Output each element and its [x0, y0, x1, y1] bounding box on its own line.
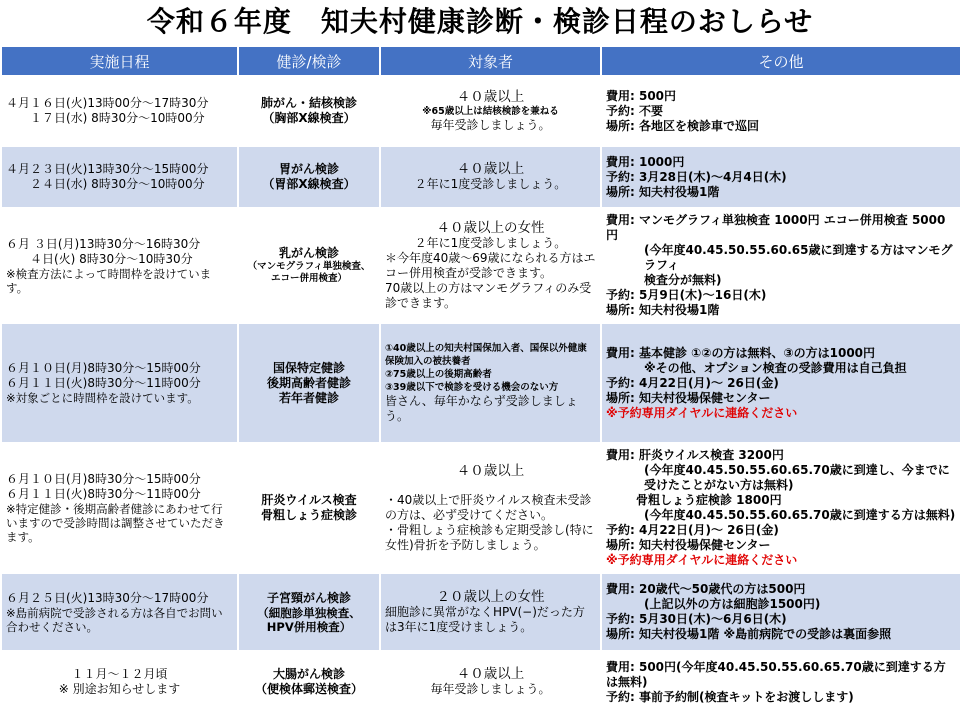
- table-row: [1, 208, 960, 323]
- target-note: 皆さん、毎年かならず受診しましょう。: [385, 394, 578, 423]
- row-other: [601, 76, 960, 146]
- date-line: ２４日(水) 8時30分～10時00分: [30, 177, 205, 191]
- date-note: ※ 別途お知らせします: [58, 682, 181, 696]
- exam-name: 乳がん検診: [278, 246, 339, 260]
- target-age: ４０歳以上の女性: [436, 219, 545, 236]
- other-line: (今年度40.45.50.55.60.65.70歳に到達し、今までに受けたことがない方は無料): [644, 463, 950, 492]
- exam-method: （胃部X線検査）: [262, 177, 356, 191]
- date-note: ※島前病院で受診される方は各自でお問い合わせください。: [6, 605, 223, 634]
- date-line: ６月１０日(月)8時30分～15時00分: [6, 361, 201, 375]
- date-note: ※検査方法によって時間枠を設けています。: [6, 266, 212, 295]
- row-other: [601, 146, 960, 208]
- row-exam: [238, 573, 380, 651]
- exam-name: 胃がん検診: [278, 162, 339, 176]
- exam-name: 骨粗しょう症検診: [260, 508, 357, 522]
- other-line: 場所: 知夫村役場保健センター: [606, 390, 771, 405]
- table-row: [1, 651, 960, 713]
- exam-name: 後期高齢者健診: [266, 375, 351, 390]
- other-line: 予約: 不要: [606, 103, 663, 118]
- row-target: [380, 146, 601, 208]
- table-row: [1, 76, 960, 146]
- date-line: ４月１６日(火)13時00分～17時30分: [6, 96, 209, 110]
- row-exam: [238, 208, 380, 323]
- target-note: ・骨粗しょう症検診も定期受診し(特に女性)骨折を予防しましょう。: [385, 522, 594, 552]
- row-exam: [238, 651, 380, 713]
- schedule-table: [0, 45, 960, 714]
- other-line: 費用: 500円: [606, 88, 677, 103]
- target-age: ４０歳以上: [456, 161, 525, 177]
- reservation-notice: ※予約専用ダイヤルに連絡ください: [606, 553, 798, 567]
- row-other: [601, 573, 960, 651]
- other-line: 予約: 5月9日(木)～16日(木): [606, 288, 767, 302]
- date-line: ４月２３日(火)13時30分～15時00分: [6, 162, 209, 176]
- reservation-notice: ※予約専用ダイヤルに連絡ください: [606, 405, 798, 420]
- other-line: 費用: 基本健診 ①②の方は無料、③の方は1000円: [606, 345, 876, 360]
- date-line: ６月１１日(火)8時30分～11時00分: [6, 376, 201, 390]
- header-target: 対象者: [380, 46, 601, 76]
- header-other: その他: [601, 46, 960, 76]
- row-date: [1, 573, 238, 651]
- target-note: ①40歳以上の知夫村国保加入者、国保以外健康保険加入の被扶養者: [385, 343, 587, 367]
- other-line: 骨粗しょう症検診 1800円: [636, 493, 782, 507]
- date-note: ※特定健診・後期高齢者健診にあわせて行いますので受診時間は調整させていただきます。: [6, 502, 225, 544]
- date-note: ※対象ごとに時間枠を設けています。: [6, 391, 199, 405]
- row-exam: [238, 76, 380, 146]
- exam-method: （胸部X線検査）: [262, 111, 356, 125]
- target-note: ２年に1度受診しましょう。: [414, 177, 567, 191]
- other-line: 検査分が無料): [644, 273, 722, 287]
- exam-name: 若年者健診: [278, 390, 339, 405]
- date-line: １７日(水) 8時30分～10時00分: [30, 111, 205, 125]
- other-line: (今年度40.45.50.55.60.65歳に到達する方はマンモグラフィ: [644, 243, 953, 272]
- other-line: 予約: 4月22日(月)～ 26日(金): [606, 523, 779, 537]
- target-note: ２年に1度受診しましょう。: [414, 235, 567, 250]
- row-exam: [238, 443, 380, 573]
- header-row: [1, 46, 960, 76]
- table-row: [1, 573, 960, 651]
- other-line: 費用: 肝炎ウイルス検査 3200円: [606, 448, 784, 462]
- other-line: 予約: 3月28日(木)～4月4日(木): [606, 169, 787, 184]
- target-note: ②75歳以上の後期高齢者: [385, 369, 492, 380]
- page-title: 令和６年度 知夫村健康診断・検診日程のおしらせ: [146, 5, 814, 38]
- other-line: 場所: 各地区を検診車で巡回: [606, 118, 759, 133]
- exam-method: （便検体郵送検査）: [254, 682, 363, 696]
- exam-name: 肺がん・結核検診: [260, 96, 357, 110]
- exam-name: 国保特定健診: [272, 360, 345, 375]
- exam-method: （マンモグラフィ単独検査、: [247, 261, 371, 272]
- table-row: [1, 443, 960, 573]
- other-line: 場所: 知夫村役場1階: [606, 303, 720, 317]
- row-target: [380, 651, 601, 713]
- row-target: [380, 443, 601, 573]
- exam-name: 子宮頸がん検診: [266, 590, 351, 605]
- other-line: 場所: 知夫村役場1階: [606, 184, 720, 199]
- target-note: 毎年受診しましょう。: [430, 682, 551, 696]
- target-age: ２０歳以上の女性: [436, 588, 545, 605]
- date-line: ６月 ３日(月)13時30分～16時30分: [6, 236, 201, 251]
- target-note: ③39歳以下で検診を受ける機会のない方: [385, 382, 559, 393]
- other-line: ※その他、オプション検査の受診費用は自己負担: [644, 360, 907, 375]
- row-other: [601, 651, 960, 713]
- date-line: ６月２５日(火)13時30分～17時00分: [6, 590, 209, 605]
- other-line: 予約: 4月22日(月)～ 26日(金): [606, 375, 779, 390]
- row-date: [1, 76, 238, 146]
- table-row: [1, 146, 960, 208]
- table-row: [1, 323, 960, 443]
- row-exam: [238, 146, 380, 208]
- row-other: [601, 443, 960, 573]
- header-date: 実施日程: [1, 46, 238, 76]
- row-date: [1, 208, 238, 323]
- other-line: 場所: 知夫村役場保健センター: [606, 538, 771, 552]
- row-other: [601, 323, 960, 443]
- date-line: ６月１１日(火)8時30分～11時00分: [6, 487, 201, 501]
- target-age: ４０歳以上: [456, 462, 525, 479]
- other-line: 費用: 1000円: [606, 154, 685, 169]
- other-line: 費用: 500円(今年度40.45.50.55.60.65.70歳に到達する方は無料): [606, 659, 946, 689]
- other-line: 費用: 20歳代～50歳代の方は500円: [606, 582, 806, 596]
- target-note: 細胞診に異常がなくHPV(−)だった方は3年に1度受けましょう。: [385, 604, 585, 634]
- other-line: 予約: 5月30日(木)～6月6日(木): [606, 612, 787, 626]
- target-note: ・40歳以上で肝炎ウイルス検査未受診の方は、必ず受けてください。: [385, 492, 592, 522]
- target-age: ４０歳以上: [456, 666, 525, 682]
- row-date: [1, 146, 238, 208]
- row-target: [380, 573, 601, 651]
- row-date: [1, 651, 238, 713]
- row-exam: [238, 323, 380, 443]
- date-line: ４日(火) 8時30分～10時30分: [30, 251, 193, 266]
- date-line: ６月１０日(月)8時30分～15時00分: [6, 472, 201, 486]
- target-note: 70歳以上の方はマンモグラフィのみ受診できます。: [385, 280, 592, 310]
- other-line: 費用: マンモグラフィ単独検査 1000円 エコー併用検査 5000円: [606, 213, 946, 242]
- exam-method: HPV併用検査）: [266, 619, 352, 634]
- row-other: [601, 208, 960, 323]
- other-line: (上記以外の方は細胞診1500円): [644, 597, 821, 611]
- target-note: ※65歳以上は結核検診を兼ねる: [422, 105, 559, 117]
- exam-name: 肝炎ウイルス検査: [261, 493, 357, 507]
- exam-method: （細胞診単独検査、: [257, 605, 361, 620]
- target-note: ＊今年度40歳～69歳になられる方はエコー併用検査が受診できます。: [385, 250, 596, 280]
- target-age: ４０歳以上: [456, 88, 525, 105]
- row-date: [1, 443, 238, 573]
- other-line: 予約: 事前予約制(検査キットをお渡しします): [606, 689, 854, 704]
- exam-method: エコー併用検査）: [270, 273, 347, 284]
- target-note: 毎年受診しましょう。: [430, 117, 551, 132]
- header-exam: 健診/検診: [238, 46, 380, 76]
- other-line: 場所: 知夫村役場1階 ※島前病院での受診は裏面参照: [606, 627, 892, 641]
- row-target: [380, 208, 601, 323]
- row-target: [380, 323, 601, 443]
- row-date: [1, 323, 238, 443]
- date-line: １１月～１２月頃: [71, 667, 168, 681]
- exam-name: 大腸がん検診: [272, 667, 345, 681]
- other-line: (今年度40.45.50.55.60.65.70歳に到達する方は無料): [644, 508, 956, 522]
- row-target: [380, 76, 601, 146]
